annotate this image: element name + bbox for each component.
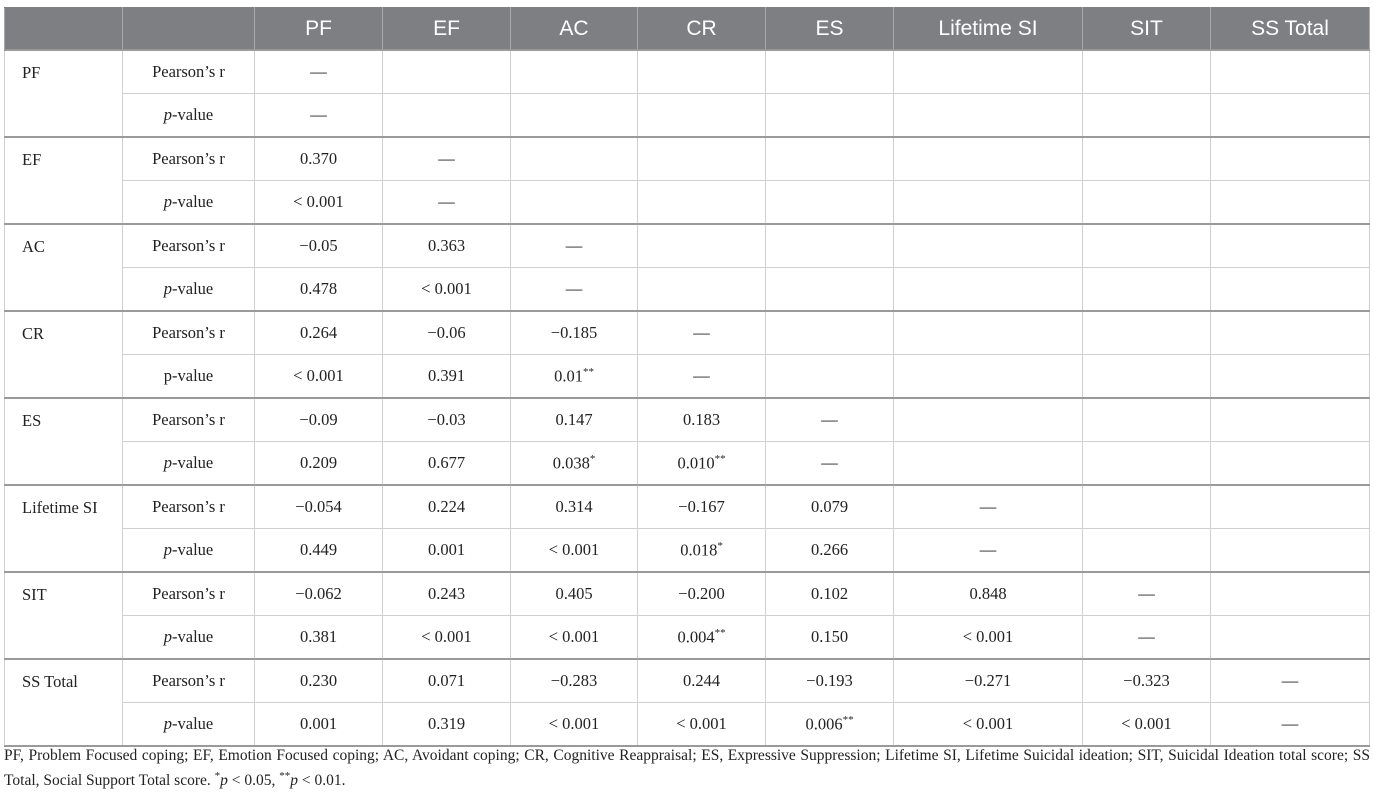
p-value-cell bbox=[894, 268, 1083, 312]
correlation-cell: — bbox=[383, 137, 511, 181]
table-row bbox=[5, 224, 1370, 268]
correlation-cell: −0.323 bbox=[1083, 659, 1211, 703]
p-value-cell: — bbox=[383, 181, 511, 225]
p-value-cell: < 0.001 bbox=[511, 529, 638, 573]
statistic-label: Pearson’s r bbox=[123, 659, 255, 703]
correlation-cell: 0.147 bbox=[511, 398, 638, 442]
correlation-cell bbox=[766, 137, 894, 181]
correlation-cell: 0.264 bbox=[255, 311, 383, 355]
p-value-cell: — bbox=[255, 94, 383, 138]
statistic-label: Pearson’s r bbox=[123, 485, 255, 529]
correlation-cell bbox=[1211, 311, 1370, 355]
p-value-cell: < 0.001 bbox=[383, 268, 511, 312]
table-row bbox=[5, 616, 1370, 660]
correlation-cell: 0.363 bbox=[383, 224, 511, 268]
header-blank-cell bbox=[5, 8, 123, 51]
correlation-cell: — bbox=[511, 224, 638, 268]
correlation-cell: 0.079 bbox=[766, 485, 894, 529]
correlation-cell: — bbox=[894, 485, 1083, 529]
correlation-cell: 0.224 bbox=[383, 485, 511, 529]
p-value-cell: — bbox=[1211, 703, 1370, 747]
column-header: Lifetime SI bbox=[894, 8, 1083, 51]
table-row bbox=[5, 311, 1370, 355]
correlation-cell bbox=[638, 50, 766, 94]
p-value-cell: 0.381 bbox=[255, 616, 383, 660]
correlation-cell bbox=[1083, 50, 1211, 94]
p-value-cell: 0.478 bbox=[255, 268, 383, 312]
correlation-cell: 0.230 bbox=[255, 659, 383, 703]
p-value-cell bbox=[894, 355, 1083, 399]
correlation-cell bbox=[894, 398, 1083, 442]
p-value-cell: 0.01** bbox=[511, 355, 638, 399]
correlation-cell: −0.06 bbox=[383, 311, 511, 355]
p-value-cell: 0.018* bbox=[638, 529, 766, 573]
correlation-cell: — bbox=[1211, 659, 1370, 703]
correlation-cell bbox=[894, 311, 1083, 355]
p-value-cell: 0.038* bbox=[511, 442, 638, 486]
column-header: SS Total bbox=[1211, 8, 1370, 51]
p-value-cell bbox=[1083, 94, 1211, 138]
table-row bbox=[5, 181, 1370, 225]
correlation-cell bbox=[383, 50, 511, 94]
p-value-cell: < 0.001 bbox=[511, 616, 638, 660]
correlation-cell bbox=[1211, 485, 1370, 529]
p-value-cell bbox=[1083, 181, 1211, 225]
correlation-cell: −0.09 bbox=[255, 398, 383, 442]
correlation-cell: — bbox=[1083, 572, 1211, 616]
p-value-cell: < 0.001 bbox=[1083, 703, 1211, 747]
p-value-cell: 0.001 bbox=[255, 703, 383, 747]
statistic-label: p-value bbox=[123, 703, 255, 747]
p-value-cell bbox=[1211, 355, 1370, 399]
p-value-cell bbox=[1211, 268, 1370, 312]
correlation-cell bbox=[511, 137, 638, 181]
p-value-cell bbox=[766, 355, 894, 399]
correlation-cell bbox=[766, 224, 894, 268]
table-row bbox=[5, 50, 1370, 94]
correlation-cell: −0.03 bbox=[383, 398, 511, 442]
correlation-cell bbox=[1083, 485, 1211, 529]
row-variable-label: SIT bbox=[5, 572, 123, 659]
p-value-cell bbox=[766, 268, 894, 312]
correlation-cell: 0.314 bbox=[511, 485, 638, 529]
correlation-cell: −0.185 bbox=[511, 311, 638, 355]
footnote-significance-2: **p < 0.01. bbox=[279, 770, 346, 790]
table-row bbox=[5, 485, 1370, 529]
p-value-cell: < 0.001 bbox=[511, 703, 638, 747]
correlation-cell bbox=[894, 137, 1083, 181]
statistic-label: Pearson’s r bbox=[123, 224, 255, 268]
p-value-cell: 0.319 bbox=[383, 703, 511, 747]
p-value-cell: — bbox=[894, 529, 1083, 573]
table-row bbox=[5, 268, 1370, 312]
correlation-cell: 0.071 bbox=[383, 659, 511, 703]
correlation-cell bbox=[1083, 311, 1211, 355]
footnote-significance-1: *p < 0.05, bbox=[214, 770, 276, 790]
p-value-cell: < 0.001 bbox=[894, 703, 1083, 747]
p-value-cell: — bbox=[511, 268, 638, 312]
p-value-cell: < 0.001 bbox=[383, 616, 511, 660]
correlation-cell: 0.183 bbox=[638, 398, 766, 442]
p-value-cell bbox=[1211, 616, 1370, 660]
p-value-cell: 0.006** bbox=[766, 703, 894, 747]
correlation-cell bbox=[766, 311, 894, 355]
p-value-cell: — bbox=[1083, 616, 1211, 660]
p-value-cell: — bbox=[638, 355, 766, 399]
p-value-cell bbox=[638, 268, 766, 312]
row-variable-label: ES bbox=[5, 398, 123, 485]
p-value-cell: — bbox=[766, 442, 894, 486]
column-header: ES bbox=[766, 8, 894, 51]
p-value-cell: 0.010** bbox=[638, 442, 766, 486]
correlation-cell: 0.370 bbox=[255, 137, 383, 181]
correlation-cell bbox=[1211, 137, 1370, 181]
correlation-cell bbox=[894, 50, 1083, 94]
row-variable-label: CR bbox=[5, 311, 123, 398]
correlation-cell bbox=[1211, 572, 1370, 616]
table-row bbox=[5, 529, 1370, 573]
correlation-cell bbox=[511, 50, 638, 94]
statistic-label: Pearson’s r bbox=[123, 572, 255, 616]
statistic-label: Pearson’s r bbox=[123, 311, 255, 355]
p-value-cell: 0.677 bbox=[383, 442, 511, 486]
correlation-cell: −0.193 bbox=[766, 659, 894, 703]
correlation-cell: −0.062 bbox=[255, 572, 383, 616]
correlation-cell: −0.05 bbox=[255, 224, 383, 268]
p-value-cell: 0.209 bbox=[255, 442, 383, 486]
table-footnote bbox=[4, 745, 1370, 791]
correlation-cell: 0.243 bbox=[383, 572, 511, 616]
p-value-cell bbox=[638, 94, 766, 138]
p-value-cell bbox=[383, 94, 511, 138]
p-value-cell bbox=[1211, 94, 1370, 138]
p-value-cell bbox=[1083, 268, 1211, 312]
correlation-cell bbox=[894, 224, 1083, 268]
table-row bbox=[5, 659, 1370, 703]
p-value-cell: < 0.001 bbox=[255, 355, 383, 399]
correlation-cell: 0.244 bbox=[638, 659, 766, 703]
correlation-cell bbox=[1083, 137, 1211, 181]
p-value-cell bbox=[1211, 181, 1370, 225]
row-variable-label: EF bbox=[5, 137, 123, 224]
table-row bbox=[5, 94, 1370, 138]
p-value-cell: 0.391 bbox=[383, 355, 511, 399]
statistic-label: p-value bbox=[123, 529, 255, 573]
p-value-cell: 0.001 bbox=[383, 529, 511, 573]
table-row bbox=[5, 355, 1370, 399]
p-value-cell: < 0.001 bbox=[255, 181, 383, 225]
correlation-cell: 0.102 bbox=[766, 572, 894, 616]
column-header: CR bbox=[638, 8, 766, 51]
table-row bbox=[5, 398, 1370, 442]
p-value-cell bbox=[638, 181, 766, 225]
p-value-cell bbox=[894, 94, 1083, 138]
row-variable-label: AC bbox=[5, 224, 123, 311]
correlation-cell bbox=[638, 137, 766, 181]
p-value-cell bbox=[766, 181, 894, 225]
p-value-cell bbox=[1083, 442, 1211, 486]
header-blank-cell bbox=[123, 8, 255, 51]
correlation-cell: 0.848 bbox=[894, 572, 1083, 616]
correlation-cell: −0.283 bbox=[511, 659, 638, 703]
statistic-label: Pearson’s r bbox=[123, 50, 255, 94]
p-value-cell bbox=[1083, 355, 1211, 399]
p-value-cell bbox=[511, 181, 638, 225]
column-header: AC bbox=[511, 8, 638, 51]
table-row bbox=[5, 442, 1370, 486]
column-header: SIT bbox=[1083, 8, 1211, 51]
column-header: EF bbox=[383, 8, 511, 51]
column-header: PF bbox=[255, 8, 383, 51]
correlation-cell bbox=[1211, 224, 1370, 268]
table-row bbox=[5, 703, 1370, 747]
p-value-cell: < 0.001 bbox=[894, 616, 1083, 660]
row-variable-label: SS Total bbox=[5, 659, 123, 746]
correlation-cell: — bbox=[766, 398, 894, 442]
p-value-cell: 0.150 bbox=[766, 616, 894, 660]
statistic-label: p-value bbox=[123, 268, 255, 312]
p-value-cell bbox=[1211, 529, 1370, 573]
p-value-cell bbox=[894, 442, 1083, 486]
p-value-cell: 0.266 bbox=[766, 529, 894, 573]
correlation-cell: — bbox=[255, 50, 383, 94]
correlation-cell bbox=[1211, 50, 1370, 94]
p-value-cell bbox=[766, 94, 894, 138]
statistic-label: Pearson’s r bbox=[123, 398, 255, 442]
p-value-cell: < 0.001 bbox=[638, 703, 766, 747]
footnote-abbreviations: PF, Problem Focused coping; EF, Emotion Focused coping; AC, Avoidant coping; CR, Cognitive Reappraisal; ES, Expressive Suppression; Lifetime SI, Lifetime Suicidal ideation; SIT, Suicidal Ideation total score; SS Total, Social Support Total score. bbox=[4, 747, 1370, 790]
header-row bbox=[5, 8, 1370, 51]
row-variable-label: Lifetime SI bbox=[5, 485, 123, 572]
p-value-cell bbox=[511, 94, 638, 138]
statistic-label: Pearson’s r bbox=[123, 137, 255, 181]
correlation-cell: 0.405 bbox=[511, 572, 638, 616]
statistic-label: p-value bbox=[123, 616, 255, 660]
correlation-cell: −0.200 bbox=[638, 572, 766, 616]
correlation-cell bbox=[1083, 398, 1211, 442]
p-value-cell: 0.004** bbox=[638, 616, 766, 660]
correlation-cell: −0.054 bbox=[255, 485, 383, 529]
correlation-cell bbox=[1083, 224, 1211, 268]
statistic-label: p-value bbox=[123, 442, 255, 486]
statistic-label: p-value bbox=[123, 94, 255, 138]
correlation-cell: −0.271 bbox=[894, 659, 1083, 703]
p-value-cell bbox=[1211, 442, 1370, 486]
correlation-table bbox=[4, 7, 1370, 747]
p-value-cell: 0.449 bbox=[255, 529, 383, 573]
p-value-cell bbox=[894, 181, 1083, 225]
correlation-cell: −0.167 bbox=[638, 485, 766, 529]
correlation-cell: — bbox=[638, 311, 766, 355]
table-row bbox=[5, 137, 1370, 181]
correlation-cell bbox=[766, 50, 894, 94]
p-value-cell bbox=[1083, 529, 1211, 573]
correlation-cell bbox=[1211, 398, 1370, 442]
statistic-label: p-value bbox=[123, 181, 255, 225]
row-variable-label: PF bbox=[5, 50, 123, 137]
correlation-cell bbox=[638, 224, 766, 268]
table-row bbox=[5, 572, 1370, 616]
statistic-label: p-value bbox=[123, 355, 255, 399]
